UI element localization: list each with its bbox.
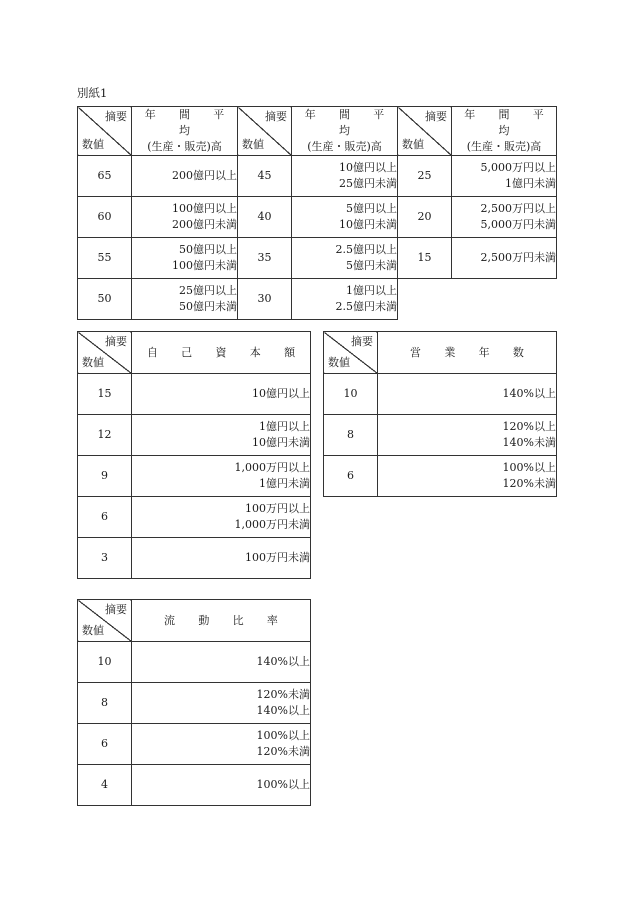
score-cell: 8	[78, 683, 132, 724]
range-cell: 2.5億円以上 5億円未満	[292, 238, 398, 279]
score-cell: 10	[324, 374, 378, 415]
score-cell: 4	[78, 765, 132, 806]
range-cell: 100%以上 120%未満	[378, 456, 557, 497]
empty-cell	[398, 279, 452, 320]
sales-header-line2: (生産・販売)高	[466, 140, 542, 153]
range-cell: 10億円以上 25億円未満	[292, 156, 398, 197]
corner-top: 摘要	[105, 603, 127, 616]
sales-table	[77, 106, 557, 320]
range-cell: 2,500万円以上 5,000万円未満	[452, 197, 557, 238]
range-cell: 100%以上	[132, 765, 311, 806]
table-row	[78, 497, 311, 538]
score-cell: 55	[78, 238, 132, 279]
table-row	[78, 238, 557, 279]
range-cell: 5,000万円以上 1億円未満	[452, 156, 557, 197]
table-row	[78, 538, 311, 579]
range-cell: 120%未満 140%以上	[132, 683, 311, 724]
score-cell: 35	[238, 238, 292, 279]
score-cell: 6	[78, 724, 132, 765]
ratio-header-row	[78, 600, 311, 642]
corner-top: 摘要	[105, 110, 127, 123]
range-cell: 100億円以上 200億円未満	[132, 197, 238, 238]
corner-bottom: 数値	[82, 624, 104, 637]
range-cell: 140%以上	[378, 374, 557, 415]
years-header-row	[324, 332, 557, 374]
capital-table	[77, 331, 311, 579]
sales-header-line1: 年 間 平 均	[304, 108, 395, 137]
table-row	[78, 765, 311, 806]
score-cell: 9	[78, 456, 132, 497]
score-cell: 15	[398, 238, 452, 279]
corner-cell	[238, 107, 292, 156]
score-cell: 65	[78, 156, 132, 197]
corner-bottom: 数値	[82, 356, 104, 369]
score-cell: 60	[78, 197, 132, 238]
range-cell: 1億円以上 10億円未満	[132, 415, 311, 456]
range-cell: 5億円以上 10億円未満	[292, 197, 398, 238]
table-row	[78, 374, 311, 415]
corner-bottom: 数値	[82, 138, 104, 151]
corner-top: 摘要	[105, 335, 127, 348]
range-cell: 1,000万円以上 1億円未満	[132, 456, 311, 497]
document-label: 別紙1	[77, 86, 108, 100]
score-cell: 8	[324, 415, 378, 456]
score-cell: 25	[398, 156, 452, 197]
corner-cell	[78, 107, 132, 156]
table-row	[324, 374, 557, 415]
score-cell: 20	[398, 197, 452, 238]
range-cell: 200億円以上	[132, 156, 238, 197]
sales-header-row	[78, 107, 557, 156]
score-cell: 10	[78, 642, 132, 683]
capital-header-row	[78, 332, 311, 374]
range-cell: 50億円以上 100億円未満	[132, 238, 238, 279]
range-cell: 10億円以上	[132, 374, 311, 415]
range-cell: 25億円以上 50億円未満	[132, 279, 238, 320]
sales-header	[132, 107, 238, 156]
corner-cell	[324, 332, 378, 374]
corner-top: 摘要	[351, 335, 373, 348]
years-table	[323, 331, 557, 497]
ratio-header: 流 動 比 率	[132, 600, 311, 642]
range-cell: 100%以上 120%未満	[132, 724, 311, 765]
ratio-table	[77, 599, 311, 806]
corner-top: 摘要	[265, 110, 287, 123]
score-cell: 15	[78, 374, 132, 415]
score-cell: 12	[78, 415, 132, 456]
score-cell: 45	[238, 156, 292, 197]
table-row	[78, 456, 311, 497]
sales-header-line1: 年 間 平 均	[144, 108, 235, 137]
table-row	[78, 415, 311, 456]
years-header: 営 業 年 数	[378, 332, 557, 374]
corner-cell	[398, 107, 452, 156]
table-row	[78, 279, 557, 320]
range-cell: 1億円以上 2.5億円未満	[292, 279, 398, 320]
range-cell: 140%以上	[132, 642, 311, 683]
sales-header-line2: (生産・販売)高	[147, 140, 222, 153]
corner-bottom: 数値	[328, 356, 350, 369]
range-cell: 120%以上 140%未満	[378, 415, 557, 456]
capital-header: 自 己 資 本 額	[132, 332, 311, 374]
score-cell: 6	[324, 456, 378, 497]
score-cell: 40	[238, 197, 292, 238]
score-cell: 3	[78, 538, 132, 579]
table-row	[324, 415, 557, 456]
table-row	[78, 156, 557, 197]
corner-cell	[78, 332, 132, 374]
table-row	[78, 642, 311, 683]
empty-cell	[452, 279, 557, 320]
sales-header	[452, 107, 557, 156]
range-cell: 100万円未満	[132, 538, 311, 579]
range-cell: 100万円以上 1,000万円未満	[132, 497, 311, 538]
sales-header	[292, 107, 398, 156]
sales-header-line2: (生産・販売)高	[307, 140, 382, 153]
score-cell: 30	[238, 279, 292, 320]
table-row	[324, 456, 557, 497]
score-cell: 50	[78, 279, 132, 320]
corner-cell	[78, 600, 132, 642]
range-cell: 2,500万円未満	[452, 238, 557, 279]
table-row	[78, 724, 311, 765]
corner-bottom: 数値	[242, 138, 264, 151]
score-cell: 6	[78, 497, 132, 538]
corner-top: 摘要	[425, 110, 447, 123]
sales-header-line1: 年 間 平 均	[464, 108, 554, 137]
corner-bottom: 数値	[402, 138, 424, 151]
table-row	[78, 683, 311, 724]
table-row	[78, 197, 557, 238]
